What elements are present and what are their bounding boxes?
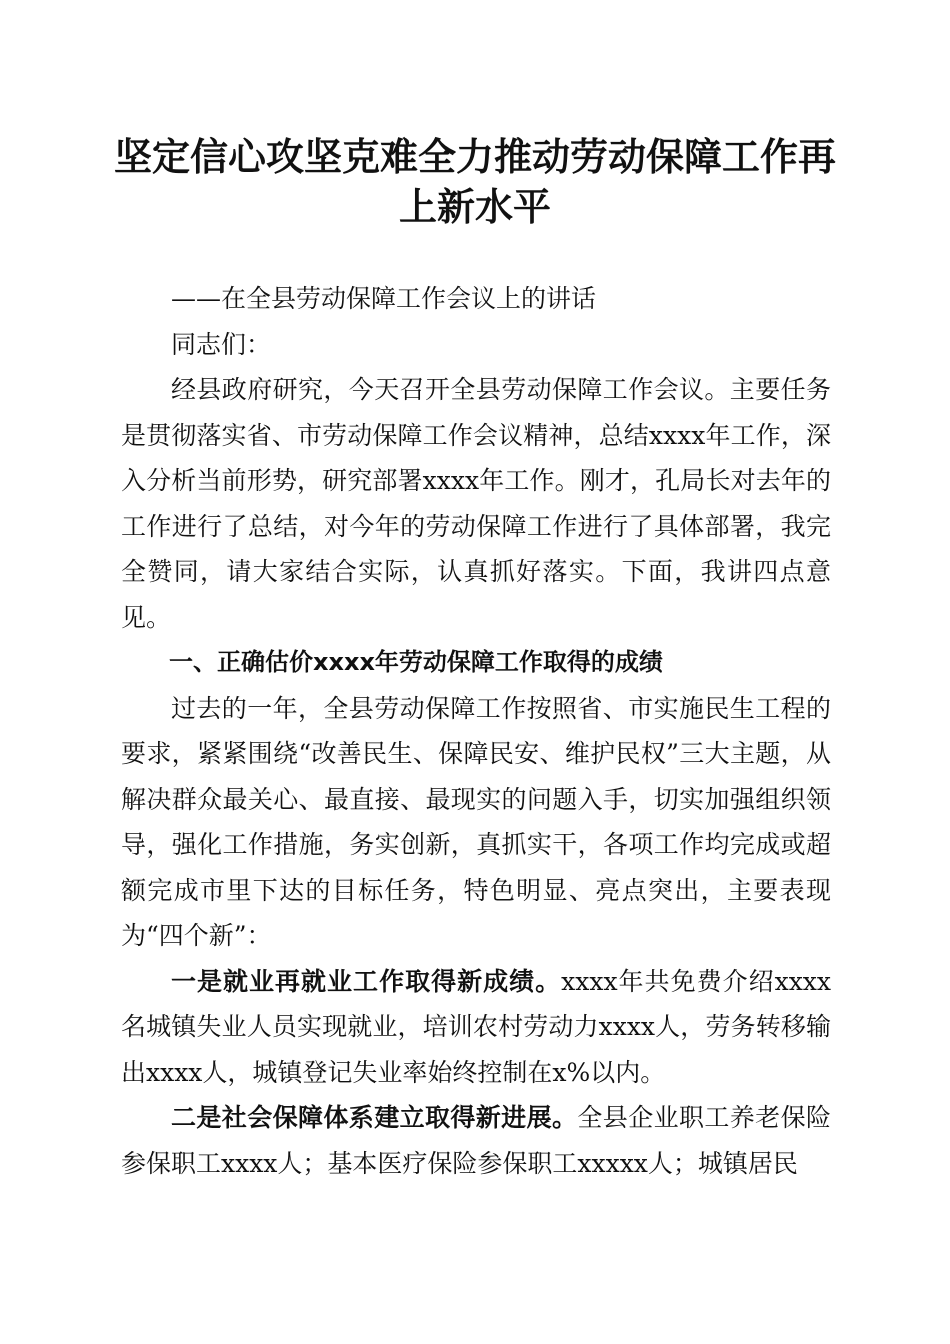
intro-paragraph: 经县政府研究，今天召开全县劳动保障工作会议。主要任务是贯彻落实省、市劳动保障工作会议精神，总结xxxx年工作，深入分析当前形势，研究部署xxxx年工作。刚才，孔局长对去年的工作进行了总结，对今年的劳动保障工作进行了具体部署，我完全赞同，请大家结合实际，认真抓好落实。下面，我讲四点意见。 — [121, 375, 831, 632]
point-2-lead: 二是社会保障体系建立取得新进展。 — [171, 1103, 578, 1132]
document-body — [121, 276, 831, 1186]
point-2-text: 全县企业职工养老保险参保职工xxxx人；基本医疗保险参保职工xxxxx人；城镇居民 — [121, 1103, 831, 1178]
document-title: 坚定信心攻坚克难全力推动劳动保障工作再上新水平 — [113, 134, 836, 229]
point-2-paragraph — [121, 1095, 831, 1186]
section-heading-1: 一、正确估价xxxx年劳动保障工作取得的成绩 — [169, 648, 663, 676]
point-1-text: xxxx年共免费介绍xxxx名城镇失业人员实现就业，培训农村劳动力xxxx人，劳务转移输出xxxx人，城镇登记失业率始终控制在x%以内。 — [121, 966, 831, 1087]
point-1-lead: 一是就业再就业工作取得新成绩。 — [171, 966, 562, 996]
document-subtitle: ——在全县劳动保障工作会议上的讲话 — [171, 284, 597, 313]
salutation: 同志们： — [171, 329, 272, 359]
section-1-paragraph: 过去的一年，全县劳动保障工作按照省、市实施民生工程的要求，紧紧围绕“改善民生、保障民安、维护民权”三大主题，从解决群众最关心、最直接、最现实的问题入手，切实加强组织领导，强化工作措施，务实创新，真抓实干，各项工作均完成或超额完成市里下达的目标任务，特色明显、亮点突出，主要表现为“四个新”： — [121, 693, 831, 950]
point-1-paragraph — [121, 959, 831, 1096]
